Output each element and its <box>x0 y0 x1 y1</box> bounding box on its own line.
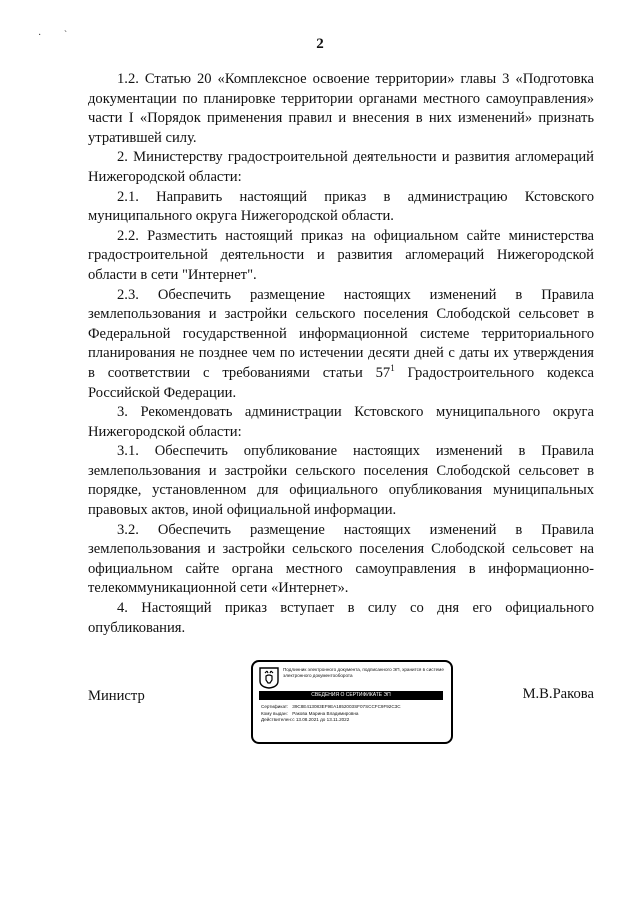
paragraph-3-2: 3.2. Обеспечить размещение настоящих изменений в Правила землепользования и застройки сельского поселения Слободской сельсовет на официальном сайте органа местного самоуправления в информационно-телекоммуникационной сети «Интернет». <box>88 521 594 597</box>
cert-label: Сертификат: <box>261 704 289 709</box>
issued-label: Кому выдан: <box>261 710 288 716</box>
paragraph-2-3 <box>88 286 594 404</box>
paragraph-1-2: 1.2. Статью 20 «Комплексное освоение территории» главы 3 «Подготовка документации по планировке территории органами местного самоуправления» части I «Порядок применения правил и внесения в них изменений» признать утратившей силу. <box>88 71 594 146</box>
paragraph-2-3-tail: Градостроительного кодекса Российской Федерации. <box>88 364 595 401</box>
paragraph-2-2: 2.2. Разместить настоящий приказ на официальном сайте министерства градостроительной деятельности и развития агломераций Нижегородской области в сети "Интернет". <box>88 227 594 283</box>
certificate-details <box>261 704 445 724</box>
issued-value: Ракова Марина Владимировна <box>292 710 359 716</box>
document-body <box>88 70 594 638</box>
article-superscript: 1 <box>390 363 395 374</box>
page-number: 2 <box>316 36 324 52</box>
valid-label: Действителен: <box>261 717 293 722</box>
deer-emblem-icon <box>259 667 279 689</box>
corner-marks: · ` <box>38 30 78 41</box>
cert-value: 39C8E413083EF9EA1852003SF07SCCFC9F92C3C <box>292 704 401 709</box>
electronic-signature-stamp <box>251 660 453 744</box>
signer-position: Министр <box>88 688 145 704</box>
paragraph-2: 2. Министерству градостроительной деятельности и развития агломераций Нижегородской области: <box>88 149 594 185</box>
valid-value: с 13.08.2021 до 13.11.2022 <box>292 717 350 722</box>
paragraph-2-1: 2.1. Направить настоящий приказ в администрацию Кстовского муниципального округа Нижегородской области. <box>88 188 594 225</box>
paragraph-3: 3. Рекомендовать администрации Кстовского муниципального округа Нижегородской области: <box>88 404 594 440</box>
signer-name: М.В.Ракова <box>522 686 594 702</box>
paragraph-3-1: 3.1. Обеспечить опубликование настоящих изменений в Правила землепользования и застройки сельского поселения Слободской сельсовет в порядке, установленном для официального опубликования муниципальных правовых актов, иной официальной информации. <box>88 443 594 519</box>
paragraph-2-3-text: 2.3. Обеспечить размещение настоящих изменений в Правила землепользования и застройки сельского поселения Слободской сельсовет в Федеральной государственной информационной системе территориального планирования не позднее чем по истечении десяти дней с даты их утверждения в соответствии с требованиями статьи 57 <box>88 286 594 381</box>
certificate-header: СВЕДЕНИЯ О СЕРТИФИКАТЕ ЭП <box>259 691 443 700</box>
stamp-note: Подлинник электронного документа, подписанного ЭП, хранится в системе электронного документооборота <box>283 667 444 678</box>
signature-block <box>88 660 594 750</box>
paragraph-4: 4. Настоящий приказ вступает в силу со дня его официального опубликования. <box>88 600 594 636</box>
